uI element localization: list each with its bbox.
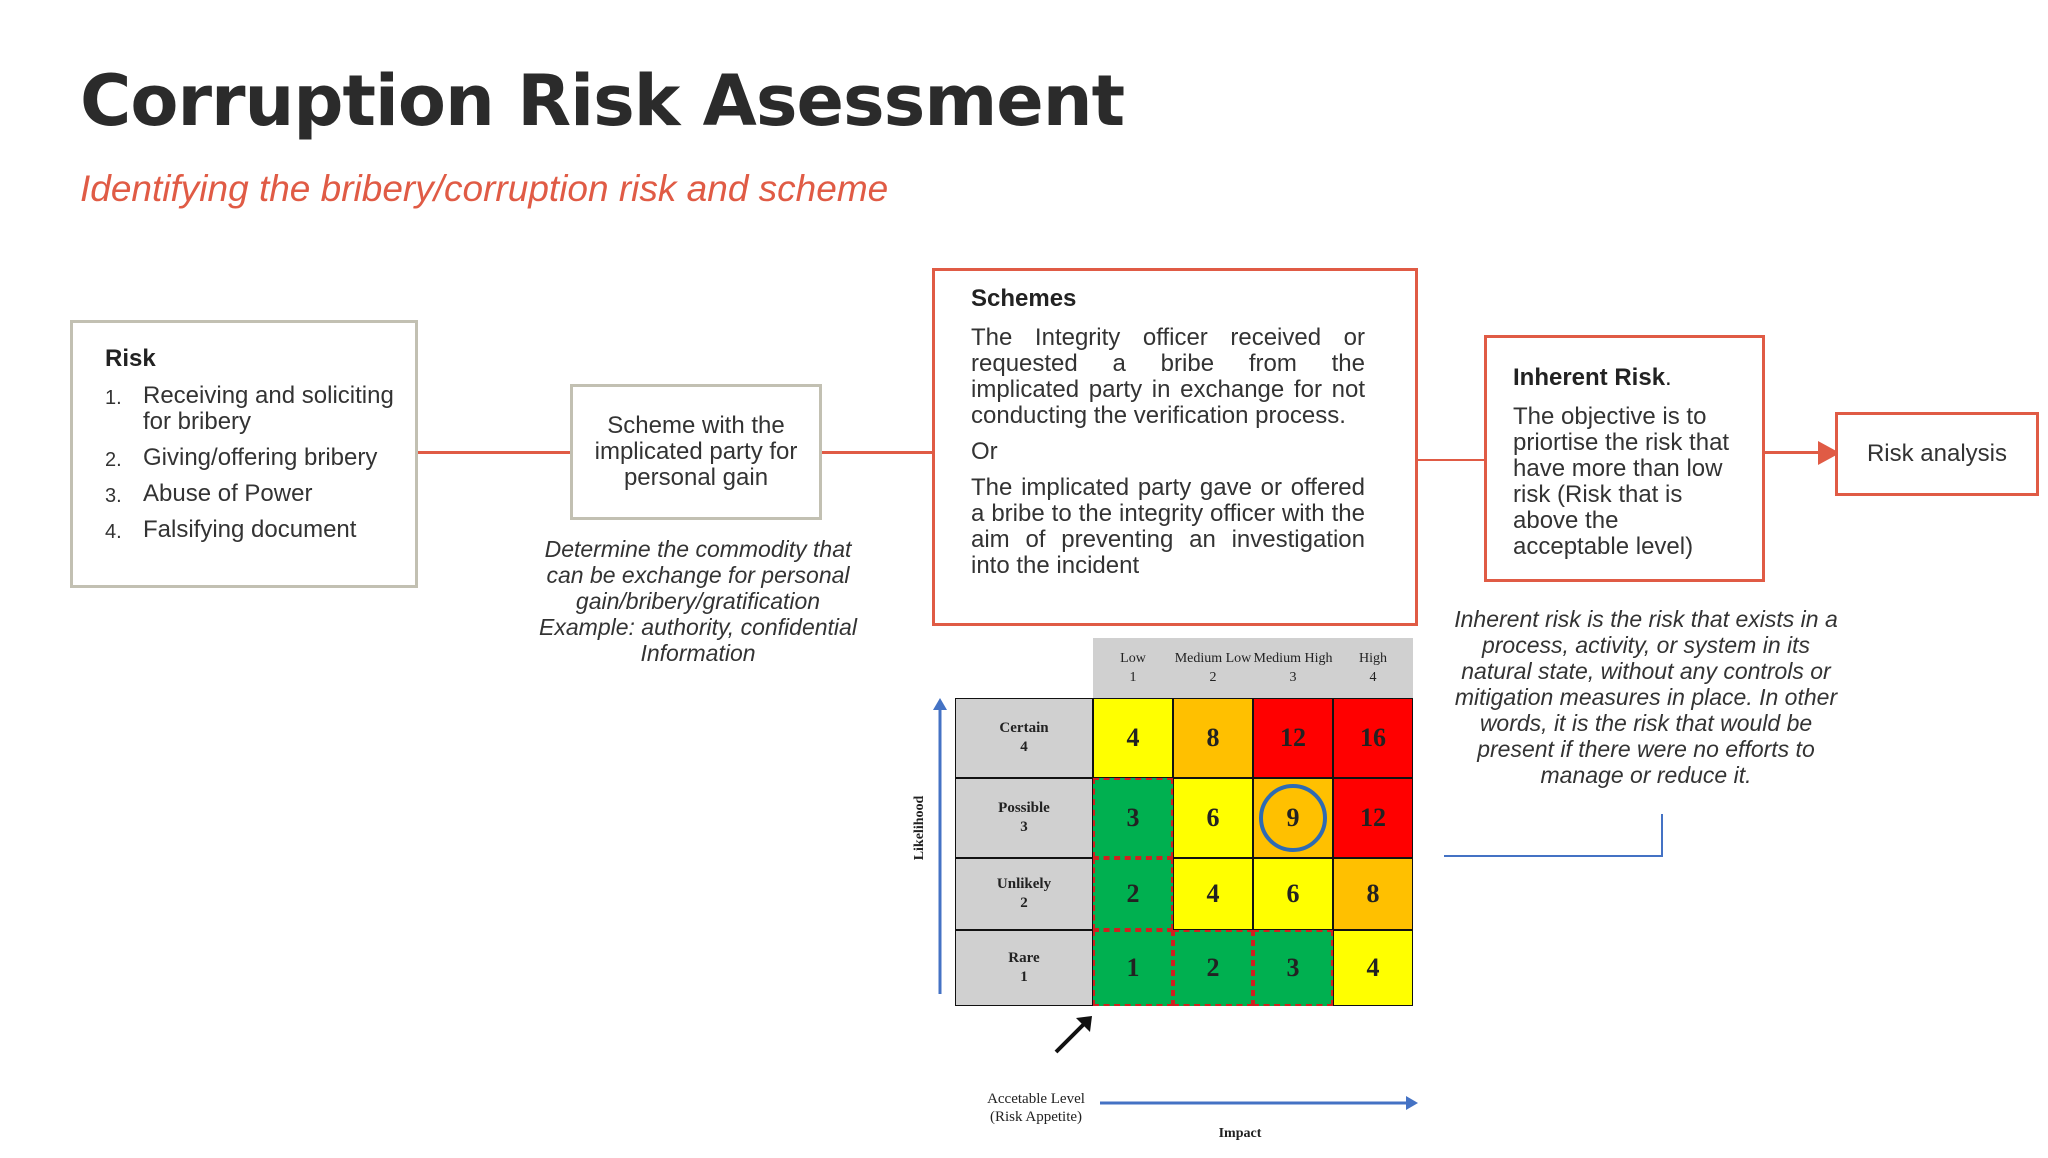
matrix-cell: 12 bbox=[1333, 778, 1413, 858]
likelihood-label: Likelihood bbox=[912, 795, 927, 861]
inherent-risk-heading: Inherent Risk. bbox=[1513, 364, 1672, 391]
matrix-row-header: Certain 4 bbox=[955, 698, 1093, 778]
scheme-text: Scheme with the implicated party for personal gain bbox=[594, 412, 798, 491]
inherent-risk-box bbox=[1484, 335, 1765, 582]
highlight-circle bbox=[1259, 784, 1327, 852]
matrix-cell: 4 bbox=[1333, 930, 1413, 1006]
matrix-row-header: Rare 1 bbox=[955, 930, 1093, 1006]
schemes-box bbox=[932, 268, 1418, 626]
risk-analysis-text: Risk analysis bbox=[1866, 440, 2008, 467]
inherent-risk-text: The objective is to priortise the risk that have more than low risk (Risk that is above the acceptable level) bbox=[1513, 403, 1730, 560]
matrix-cell: 1 bbox=[1093, 930, 1173, 1006]
schemes-heading: Schemes bbox=[971, 285, 1077, 312]
connector-schemes-inherent bbox=[1418, 459, 1484, 461]
risk-matrix bbox=[955, 638, 1455, 1158]
matrix-column-header: Low 1 bbox=[1093, 638, 1173, 698]
risk-item: 2. Giving/offering bribery bbox=[105, 444, 378, 471]
matrix-cell: 2 bbox=[1173, 930, 1253, 1006]
matrix-column-header: Medium High 3 bbox=[1253, 638, 1333, 698]
likelihood-axis-arrow bbox=[930, 698, 950, 998]
matrix-column-header: High 4 bbox=[1333, 638, 1413, 698]
connector-scheme-schemes bbox=[822, 451, 932, 454]
matrix-cell: 12 bbox=[1253, 698, 1333, 778]
impact-label: Impact bbox=[1218, 1126, 1262, 1141]
risk-list bbox=[105, 383, 395, 543]
impact-axis-arrow bbox=[1100, 1093, 1420, 1113]
matrix-cell: 9 bbox=[1253, 778, 1333, 858]
scheme-caption: Determine the commodity that can be exchange for personal gain/bribery/gratification Example: authority, confidential Information bbox=[539, 536, 857, 666]
bracket-connector bbox=[1442, 814, 1664, 860]
schemes-para2: The implicated party gave or offered a bribe to the integrity officer with the aim of preventing an investigation into the incident bbox=[971, 474, 1365, 579]
inherent-risk-caption: Inherent risk is the risk that exists in a process, activity, or system in its natural state, without any controls or mitigation measures in place. In other words, it is the risk that would be present if there were no efforts to manage or reduce it. bbox=[1454, 606, 1838, 788]
matrix-cell: 3 bbox=[1093, 778, 1173, 858]
risk-item: 4. Falsifying document bbox=[105, 516, 357, 543]
matrix-cell: 8 bbox=[1333, 858, 1413, 930]
acceptable-level-label: Accetable Level (Risk Appetite) bbox=[987, 1091, 1085, 1125]
matrix-cell: 4 bbox=[1173, 858, 1253, 930]
matrix-cell: 8 bbox=[1173, 698, 1253, 778]
schemes-or: Or bbox=[971, 438, 998, 465]
risk-item: 1. Receiving and soliciting for bribery bbox=[105, 382, 394, 435]
risk-analysis-box bbox=[1835, 412, 2039, 496]
acceptable-level-pointer-icon bbox=[1050, 1012, 1096, 1058]
matrix-cell: 2 bbox=[1093, 858, 1173, 930]
page-title: Corruption Risk Asessment bbox=[80, 60, 1125, 142]
matrix-cell: 6 bbox=[1253, 858, 1333, 930]
matrix-cell: 4 bbox=[1093, 698, 1173, 778]
risk-box bbox=[70, 320, 418, 588]
matrix-row-header: Unlikely 2 bbox=[955, 858, 1093, 930]
matrix-cell: 16 bbox=[1333, 698, 1413, 778]
page-subtitle: Identifying the bribery/corruption risk and scheme bbox=[80, 168, 889, 209]
scheme-box bbox=[570, 384, 822, 520]
matrix-cell: 6 bbox=[1173, 778, 1253, 858]
matrix-column-header: Medium Low 2 bbox=[1173, 638, 1253, 698]
risk-heading: Risk bbox=[105, 345, 156, 372]
connector-risk-scheme bbox=[418, 451, 570, 454]
matrix-cell: 3 bbox=[1253, 930, 1333, 1006]
schemes-para1: The Integrity officer received or requested a bribe from the implicated party in exchange for not conducting the verification process. bbox=[971, 324, 1365, 429]
risk-item: 3. Abuse of Power bbox=[105, 480, 313, 507]
matrix-row-header: Possible 3 bbox=[955, 778, 1093, 858]
